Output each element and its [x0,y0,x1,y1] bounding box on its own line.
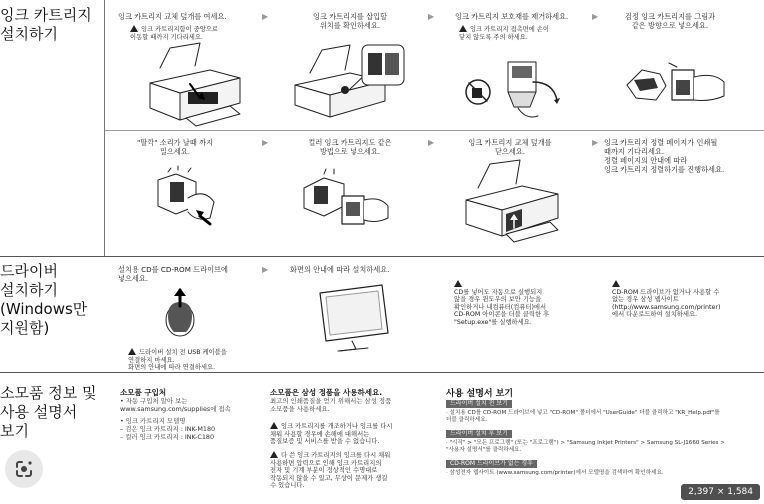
manual-no-cdrom-bar: CD-ROM 드라이브가 없는 경우 [446,460,537,468]
driver-step-1-text: 설치용 CD를 CD-ROM 드라이브에 넣으세요. [118,265,228,283]
step-7-text: 잉크 카트리지 교체 덮개를 닫으세요. [468,138,552,156]
divider [104,0,105,256]
printer-close-cover-illustration [462,162,562,242]
step-3-warning: 잉크 카트리지 접촉면에 손이 닿지 않도록 주의 하세요. [459,26,549,41]
driver-autorun-warning: CD를 넣어도 자동으로 실행되지 않을 경우 윈도우의 보안 기능을 확인하거나 내컴퓨터(컴퓨터)에서 CD-ROM 아이콘을 더블 클릭한 후 "Setup.exe"를 실행하세요. [454,280,549,326]
warning-icon [130,25,138,32]
manual-before-driver-body: · 설치용 CD를 CD-ROM 드라이브에 넣고 "CD-ROM" 폴더에서 "UserGuide" 더블 클릭하고 "KR_Help.pdf"를 더블 클릭하세요. [446,410,720,423]
section-title-supplies: 소모품 정보 및 사용 설명서 보기 [0,384,97,440]
divider [0,372,764,373]
buy-body: • 자동 구입처 알아 보는 www.samsung.com/supplies에 접속 [120,397,231,413]
cartridge-tape-removal-illustration [458,52,568,127]
image-size-badge: 2,397 × 1,584 [681,484,760,500]
step-arrow-icon: ▶ [262,138,269,147]
step-1-warning: 잉크 카트리지함이 중앙으로 이동할 때까지 기다리세요. [130,26,218,41]
warning-icon [270,451,278,458]
genuine-warning-1: 잉크 카트리지를 개조하거나 잉크를 다시 채워 사용할 경우에 손해에 대해서는 품질보증 및 서비스를 받을 수 없습니다. [270,423,393,445]
step-arrow-icon: ▶ [592,12,599,21]
warning-icon [612,280,620,287]
step-arrow-icon: ▶ [592,138,599,147]
driver-step-2-text: 화면의 안내에 따라 설치하세요. [290,265,390,274]
insert-black-cartridge-illustration [622,55,732,110]
warning-icon [454,280,462,287]
step-3-text: 잉크 카트리지 보호재를 제거하세요. [455,12,569,21]
step-arrow-icon: ▶ [262,12,269,21]
step-6-text: 컬러 잉크 카트리지도 같은 방법으로 넣으세요. [308,138,392,156]
warning-icon [459,25,467,32]
push-cartridge-illustration [148,168,228,230]
divider [0,256,764,257]
manual-after-driver-bar: 드라이버 설치 후 보기 [446,430,512,438]
genuine-warning-2: 다 쓴 잉크 카트리지의 잉크를 다시 채워 사용하면 압력으로 인해 잉크 카트리지의 전자 및 기계 부분이 정상적인 수명대로 작동되지 않을 수 있고, 무상이 문제가 생길 수 있습니다. [270,452,391,489]
step-8-text: 잉크 카트리지 정렬 페이지가 인쇄될 때까지 기다리세요. 정렬 페이지의 안내에 따라 잉크 카트리지 정렬하기를 진행하세요. [604,138,725,174]
manual-no-cdrom-body: · 삼성전자 웹사이트 (www.samsung.com/printer)에서 모델명을 검색하여 확인하세요. [446,470,664,476]
genuine-title: 소모품은 삼성 정품을 사용하세요. [270,388,383,397]
warning-icon [128,348,136,355]
step-4-text: 검정 잉크 카트리지를 그림과 같은 방향으로 넣으세요. [624,12,716,30]
manual-after-driver-body: · "시작" > "모든 프로그램" (또는 "프로그램") > "Samsung Inkjet Printers" > Samsung SL-J1660 Series > "사용자 설명서"를 클릭하세요. [446,440,725,453]
monitor-setup-illustration [318,283,398,353]
printer-open-illustration [140,48,250,128]
buy-title: 소모품 구입처 [120,388,167,397]
step-5-text: "딸깍" 소리가 날때 까지 밀으세요. [137,138,213,156]
step-arrow-icon: ▶ [428,138,435,147]
step-arrow-icon: ▶ [262,265,269,274]
driver-step-1-warning: 드라이버 설치 전 USB 케이블을 연결하지 마세요. 화면의 안내에 따라 연결하세요. [128,349,227,371]
insert-cd-illustration [160,288,200,340]
divider [104,130,764,131]
warning-icon [270,422,278,429]
manual-before-driver-bar: 드라이버 설치 전 보기 [446,400,512,408]
step-arrow-icon: ▶ [428,12,435,21]
driver-no-cdrom-warning: CD-ROM 드라이브가 없거나 사용할 수 없는 경우 삼성 웹사이트 (http://www.samsung.com/printer) 에서 다운로드하여 설치하세요. [612,280,720,319]
genuine-body: 최고의 인쇄품질을 얻기 위해서는 삼성 정품 소모품을 사용하세요. [270,397,392,413]
google-lens-icon[interactable] [5,450,43,488]
printer-cartridge-location-illustration [290,45,410,120]
buy-models: • 잉크 카트리지 모델명 – 검은 잉크 카트리지 : INK-M180 – 컬러 잉크 카트리지 : INK-C180 [120,417,216,441]
manual-title: 사용 설명서 보기 [446,389,514,399]
insert-color-cartridge-illustration [300,168,390,230]
step-1-text: 잉크 카트리지 교체 덮개를 여세요. [118,12,227,21]
section-title-install-driver: 드라이버 설치하기 (Windows만 지원함) [0,262,88,337]
section-title-install-cartridge: 잉크 카트리지 설치하기 [0,6,92,43]
step-2-text: 잉크 카트리지를 삽입할 위치를 확인하세요. [312,12,387,30]
lens-glyph-icon [15,460,33,478]
